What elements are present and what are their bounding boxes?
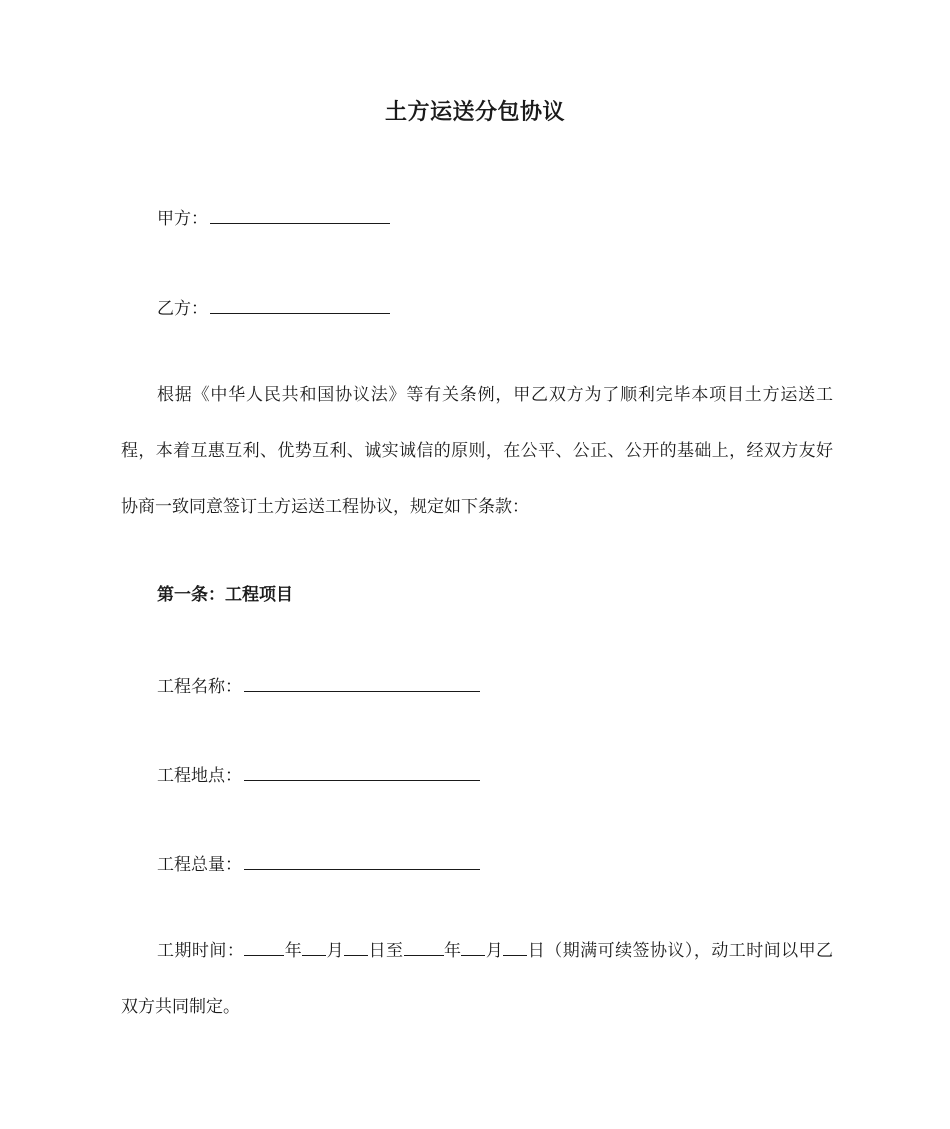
project-name-blank xyxy=(244,671,480,692)
period-day-2: 日 xyxy=(527,941,546,961)
project-quantity-blank xyxy=(244,849,480,870)
project-name-line xyxy=(157,671,480,700)
period-month-2: 月 xyxy=(485,941,504,961)
period-year-2: 年 xyxy=(443,941,462,961)
period-end-month-blank xyxy=(461,935,485,956)
article-one-heading: 第一条：工程项目 xyxy=(157,585,293,605)
party-a-line xyxy=(157,203,390,232)
party-a-label: 甲方： xyxy=(157,209,208,229)
period-tail: （期满可续签协议），动工时间以甲乙双方共同制定。 xyxy=(121,941,834,1017)
party-b-label: 乙方： xyxy=(157,299,208,319)
period-end-year-blank xyxy=(404,935,444,956)
party-b-blank xyxy=(210,293,390,314)
project-site-line xyxy=(157,760,480,789)
project-site-label: 工程地点： xyxy=(157,766,242,786)
period-month-1: 月 xyxy=(326,941,345,961)
period-label: 工期时间： xyxy=(157,941,245,961)
period-start-day-blank xyxy=(344,935,368,956)
period-year-1: 年 xyxy=(284,941,303,961)
party-a-blank xyxy=(210,203,390,224)
project-name-label: 工程名称： xyxy=(157,677,242,697)
construction-period-paragraph xyxy=(121,923,833,1035)
project-quantity-label: 工程总量： xyxy=(157,855,242,875)
intro-paragraph: 根据《中华人民共和国协议法》等有关条例，甲乙双方为了顺利完毕本项目土方运送工程，本着互惠互利、优势互利、诚实诚信的原则，在公平、公正、公开的基础上，经双方友好协商一致同意签订土方运送工程协议，规定如下条款： xyxy=(121,385,833,517)
period-end-day-blank xyxy=(503,935,527,956)
party-b-line xyxy=(157,293,390,322)
period-day-to: 日至 xyxy=(368,941,404,961)
period-start-month-blank xyxy=(302,935,326,956)
period-start-year-blank xyxy=(244,935,284,956)
document-title: 土方运送分包协议 xyxy=(384,100,565,125)
project-site-blank xyxy=(244,760,480,781)
project-quantity-line xyxy=(157,849,480,878)
